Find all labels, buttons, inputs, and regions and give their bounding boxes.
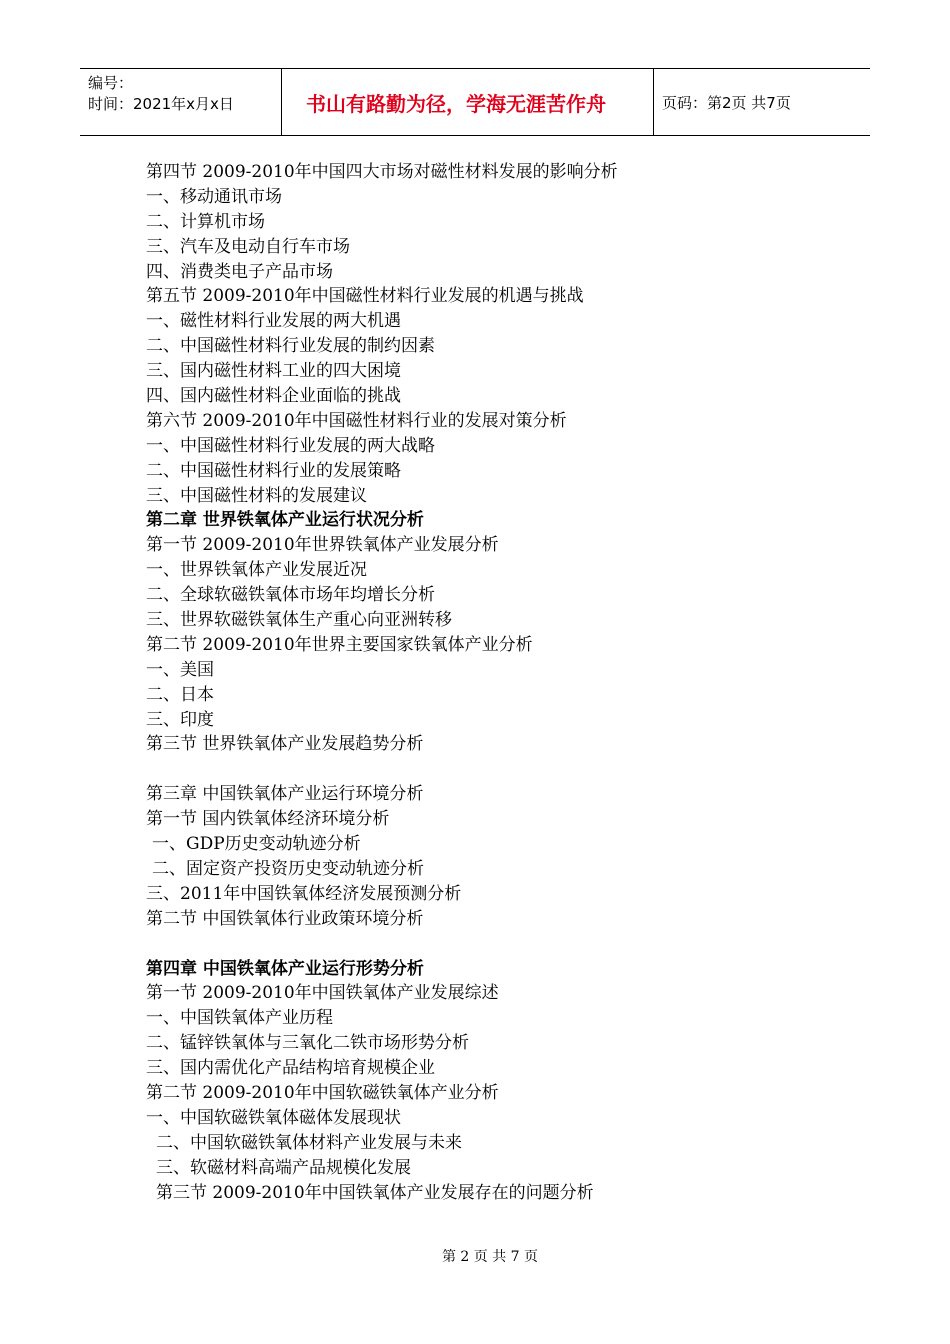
toc-line: 一、中国磁性材料行业发展的两大战略 [146, 435, 435, 456]
toc-line: 第五节 2009-2010年中国磁性材料行业发展的机遇与挑战 [146, 286, 584, 307]
toc-line: 二、锰锌铁氧体与三氧化二铁市场形势分析 [146, 1033, 469, 1054]
toc-line: 三、国内需优化产品结构培育规模企业 [146, 1058, 435, 1079]
table-of-contents [146, 160, 846, 1205]
header-motto-cell [282, 69, 654, 135]
toc-line: 二、日本 [146, 684, 214, 705]
toc-line: 一、美国 [146, 659, 214, 680]
toc-line: 第一节 国内铁氧体经济环境分析 [146, 809, 390, 830]
toc-line: 二、固定资产投资历史变动轨迹分析 [152, 858, 424, 879]
toc-line: 第三节 2009-2010年中国铁氧体产业发展存在的问题分析 [156, 1182, 594, 1203]
toc-line: 第三节 世界铁氧体产业发展趋势分析 [146, 734, 424, 755]
toc-line: 第二节 中国铁氧体行业政策环境分析 [146, 908, 424, 929]
chapter-heading: 第四章 中国铁氧体产业运行形势分析 [146, 958, 424, 979]
toc-line: 第四节 2009-2010年中国四大市场对磁性材料发展的影响分析 [146, 162, 618, 182]
toc-line: 一、GDP历史变动轨迹分析 [152, 834, 361, 855]
header-page-cell [654, 69, 870, 135]
toc-line: 二、中国磁性材料行业发展的制约因素 [146, 336, 435, 357]
toc-line: 二、中国软磁铁氧体材料产业发展与未来 [156, 1132, 462, 1153]
chapter-heading: 第二章 世界铁氧体产业运行状况分析 [146, 510, 424, 531]
toc-line: 一、移动通讯市场 [146, 186, 282, 207]
motto-text: 书山有路勤为径，学海无涯苦作舟 [306, 91, 606, 116]
toc-line: 一、世界铁氧体产业发展近况 [146, 560, 367, 581]
toc-line: 四、国内磁性材料企业面临的挑战 [146, 386, 401, 407]
toc-line: 一、中国铁氧体产业历程 [146, 1008, 333, 1029]
toc-line: 二、计算机市场 [146, 211, 265, 232]
toc-line: 第二节 2009-2010年世界主要国家铁氧体产业分析 [146, 634, 533, 655]
toc-line: 三、印度 [146, 709, 214, 730]
toc-line: 三、世界软磁铁氧体生产重心向亚洲转移 [146, 610, 452, 631]
footer-page-number: 第 2 页 共 7 页 [441, 1249, 539, 1265]
toc-line: 二、全球软磁铁氧体市场年均增长分析 [146, 585, 435, 606]
page-footer [0, 1246, 950, 1266]
toc-line: 第二节 2009-2010年中国软磁铁氧体产业分析 [146, 1082, 499, 1103]
toc-line: 三、汽车及电动自行车市场 [146, 236, 350, 257]
toc-line: 三、国内磁性材料工业的四大困境 [146, 361, 401, 382]
toc-line: 一、磁性材料行业发展的两大机遇 [146, 311, 401, 332]
toc-line: 四、消费类电子产品市场 [146, 261, 333, 282]
time-label: 时间：2021年x月x日 [88, 95, 234, 113]
number-label: 编号： [88, 74, 134, 92]
toc-line: 一、中国软磁铁氧体磁体发展现状 [146, 1107, 401, 1128]
header-page-info: 页码：第2页 共7页 [662, 93, 791, 112]
toc-line: 第三章 中国铁氧体产业运行环境分析 [146, 784, 424, 805]
header-meta-cell [80, 69, 282, 135]
toc-line: 二、中国磁性材料行业的发展策略 [146, 460, 401, 481]
toc-line: 第六节 2009-2010年中国磁性材料行业的发展对策分析 [146, 410, 567, 431]
toc-line: 三、中国磁性材料的发展建议 [146, 485, 367, 506]
blank-line [146, 757, 846, 782]
blank-line [146, 932, 846, 957]
toc-line: 三、软磁材料高端产品规模化发展 [156, 1157, 411, 1178]
toc-line: 第一节 2009-2010年中国铁氧体产业发展综述 [146, 983, 499, 1004]
toc-line: 三、2011年中国铁氧体经济发展预测分析 [146, 883, 462, 904]
toc-line: 第一节 2009-2010年世界铁氧体产业发展分析 [146, 535, 499, 556]
page-header [80, 68, 870, 136]
